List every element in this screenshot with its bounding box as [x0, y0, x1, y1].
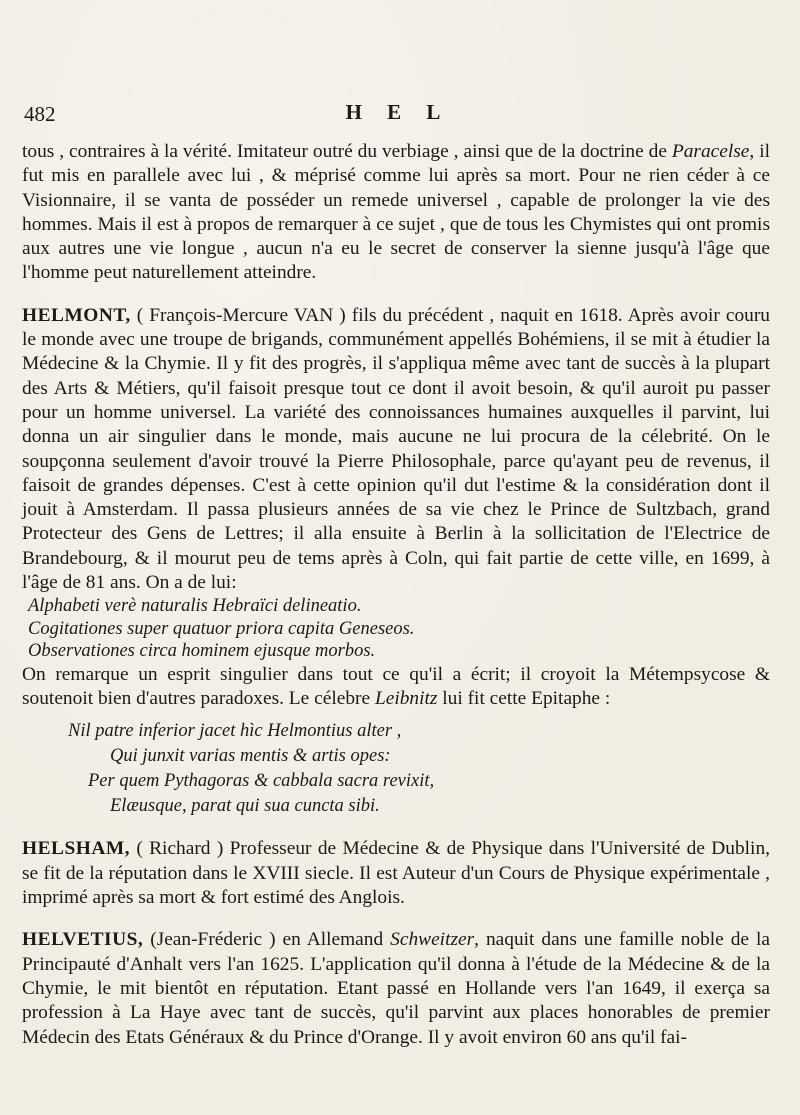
entry-helmont: HELMONT, ( François-Mercure VAN ) fils du précédent , naquit en 1618. Après avoir couru le monde avec une troupe de brigands, communément appellés Bohémiens, il se mit à étudier la Médecine & la Chymie. Il y fit des progrès, il s'appliqua même avec tant de succès à la plupart des Arts & Métiers, qu'il faisoit presque tout ce dont il avoit besoin, & qu'il auroit pu passer pour un homme universel. La variété des connoissances humaines auxquelles il parvint, lui donna un air singulier dans le monde, mais aucune ne lui procura de la célebrité. On le soupçonna seulement d'avoir trouvé la Pierre Philosophale, parce qu'ayant peu de revenus, il faisoit de grandes dépenses. C'est à cette opinion qu'il dut l'estime & la considération dont il jouit à Amsterdam. Il passa plusieurs années de sa vie chez le Prince de Sultzbach, grand Protecteur des Gens de Lettres; il alla ensuite à Berlin à la sollicitation de l'Electrice de Brandebourg, & il mourut peu de tems après à Coln, qui fait partie de cette ville, en 1699, à l'âge de 81 ans. On a de lui:: [22, 304, 770, 594]
paragraph-remark: On remarque un esprit singulier dans tout ce qu'il a écrit; il croyoit la Métempsycose & soutenoit bien d'autres paradoxes. Le célebre Leibnitz lui fit cette Epitaphe :: [22, 663, 770, 710]
poem-line: Elæusque, parat qui sua cuncta sibi.: [110, 796, 380, 817]
running-head: H E L: [345, 100, 451, 124]
poem-line: Nil patre inferior jacet hìc Helmontius alter ,: [68, 721, 402, 742]
italic-name: Paracelse: [671, 141, 750, 162]
work-title: Alphabeti verè naturalis Hebraïci delineatio.: [28, 596, 362, 617]
entry-helvetius: HELVETIUS, (Jean-Fréderic ) en Allemand Schweitzer, naquit dans une famille noble de la Principauté d'Anhalt vers l'an 1625. L'application qu'il donna à l'étude de la Médecine & de la Chymie, le mit bientôt en réputation. Etant passé en Hollande vers l'an 1649, il exerça sa profession à La Haye avec tant de succès, qu'il parvint aux places honorables de premier Médecin des Etats Généraux & du Prince d'Orange. Il y avoit environ 60 ans qu'il fai-: [22, 929, 770, 1048]
poem-line: Per quem Pythagoras & cabbala sacra revixit,: [88, 771, 435, 792]
epitaph-poem: [22, 719, 770, 819]
italic-name: Leibnitz: [374, 688, 438, 710]
entry-headword: HELVETIUS,: [22, 929, 144, 951]
work-title: Cogitationes super quatuor priora capita Geneseos.: [28, 618, 415, 639]
poem-line: Qui junxit varias mentis & artis opes:: [110, 746, 391, 767]
page-number: 482: [24, 102, 56, 126]
paragraph-paracelse-end: tous , contraires à la vérité. Imitateur outré du verbiage , ainsi que de la doctrine de Paracelse, il fut mis en parallele avec lui , & méprisé comme lui après sa mort. Pour ne rien céder à ce Visionnaire, il se vanta de posséder un remede universel , capable de prolonger la vie des hommes. Mais il est à propos de remarquer à ce sujet , que de tous les Chymistes qui ont promis aux autres une vie longue , aucun n'a eu le secret de conserver la sienne jusqu'à l'âge que l'homme peut naturellement atteindre.: [22, 141, 770, 284]
page-header: [24, 100, 772, 128]
page-body: [22, 140, 770, 1050]
entry-helsham: HELSHAM, ( Richard ) Professeur de Médecine & de Physique dans l'Université de Dublin, se fit de la réputation dans le XVIII siecle. Il est Auteur d'un Cours de Physique expérimentale , imprimé après sa mort & fort estimé des Anglois.: [22, 838, 770, 909]
italic-name: Schweitzer: [390, 929, 475, 951]
work-title: Observationes circa hominem ejusque morbos.: [28, 641, 376, 662]
works-list: [22, 595, 770, 663]
entry-headword: HELSHAM,: [22, 838, 130, 860]
entry-headword: HELMONT,: [22, 304, 131, 326]
